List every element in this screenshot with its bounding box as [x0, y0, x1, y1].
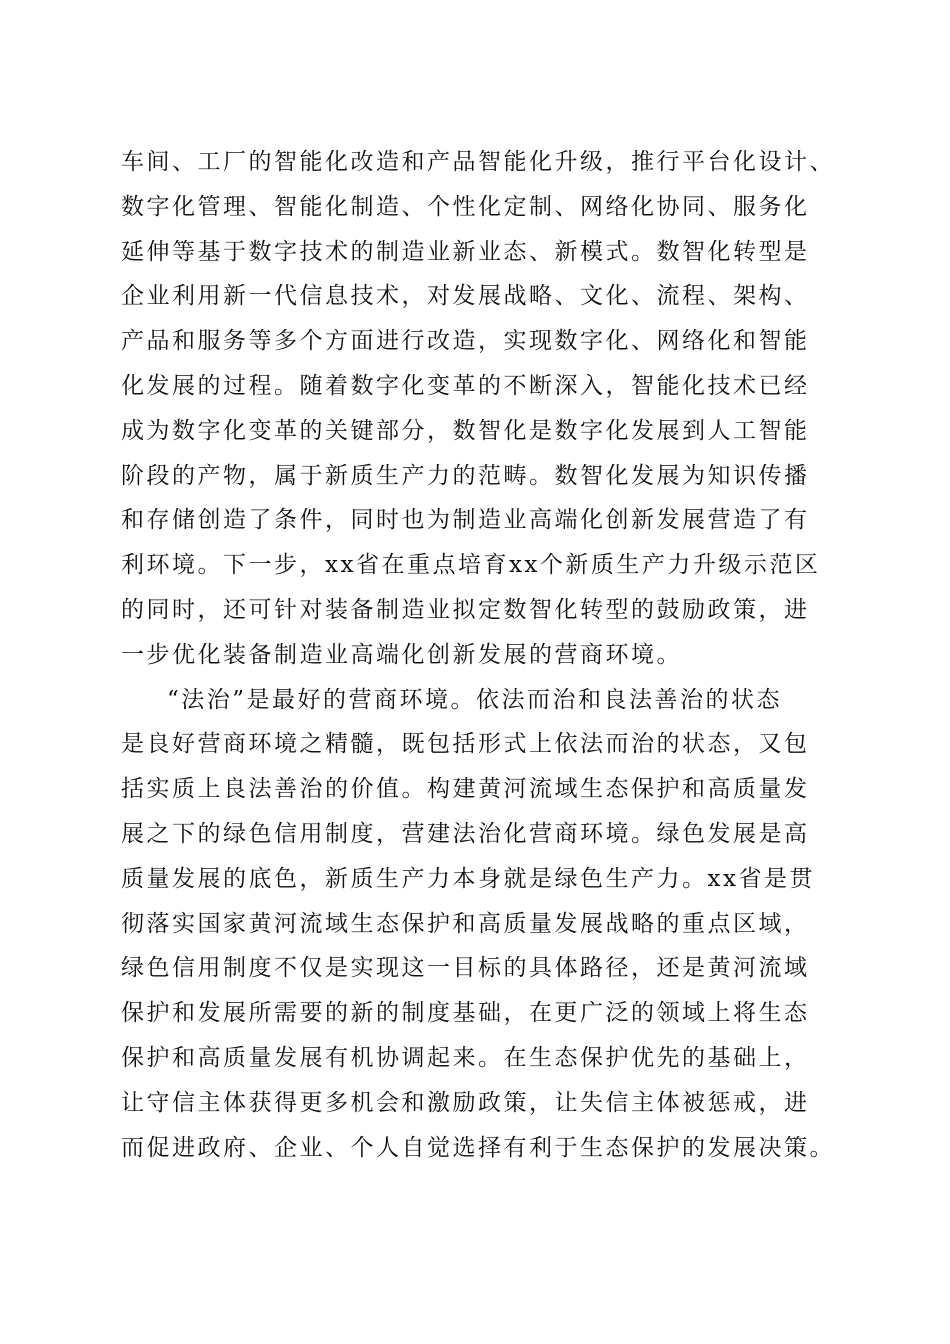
paragraph-2 [121, 678, 851, 1171]
text-line: 绿色信用制度不仅是实现这一目标的具体路径，还是黄河流域 [121, 955, 810, 982]
text-line: 的同时，还可针对装备制造业拟定数智化转型的鼓励政策，进 [121, 596, 810, 623]
text-line: 保护和高质量发展有机协调起来。在生态保护优先的基础上， [121, 1044, 810, 1071]
text-line: 数字化管理、智能化制造、个性化定制、网络化协同、服务化 [121, 193, 810, 220]
text-line: 产品和服务等多个方面进行改造，实现数字化、网络化和智能 [121, 328, 810, 355]
text-line: “法治”是最好的营商环境。依法而治和良法善治的状态 [167, 686, 783, 713]
text-line: 而促进政府、企业、个人自觉选择有利于生态保护的发展决策。 [121, 1134, 835, 1161]
text-line: 展之下的绿色信用制度，营建法治化营商环境。绿色发展是高 [121, 820, 810, 847]
text-line: 和存储创造了条件，同时也为制造业高端化创新发展营造了有 [121, 507, 810, 534]
paragraph-1 [121, 140, 851, 678]
body-text [121, 140, 851, 1170]
text-line: 保护和发展所需要的新的制度基础，在更广泛的领域上将生态 [121, 1000, 810, 1027]
text-line: 彻落实国家黄河流域生态保护和高质量发展战略的重点区域， [121, 910, 810, 937]
text-line: 成为数字化变革的关键部分，数智化是数字化发展到人工智能 [121, 417, 810, 444]
text-line: 阶段的产物，属于新质生产力的范畴。数智化发展为知识传播 [121, 462, 810, 489]
text-line: 利环境。下一步，xx省在重点培育xx个新质生产力升级示范区 [121, 552, 821, 579]
text-line: 括实质上良法善治的价值。构建黄河流域生态保护和高质量发 [121, 776, 810, 803]
text-line: 让守信主体获得更多机会和激励政策，让失信主体被惩戒，进 [121, 1089, 810, 1116]
text-line: 企业利用新一代信息技术，对发展战略、文化、流程、架构、 [121, 283, 810, 310]
text-line: 一步优化装备制造业高端化创新发展的营商环境。 [121, 641, 682, 668]
text-line: 质量发展的底色，新质生产力本身就是绿色生产力。xx省是贯 [121, 865, 815, 892]
text-line: 化发展的过程。随着数字化变革的不断深入，智能化技术已经 [121, 372, 810, 399]
text-line: 车间、工厂的智能化改造和产品智能化升级，推行平台化设计、 [121, 149, 835, 175]
text-line: 延伸等基于数字技术的制造业新业态、新模式。数智化转型是 [121, 238, 810, 265]
text-line: 是良好营商环境之精髓，既包括形式上依法而治的状态，又包 [121, 731, 810, 758]
